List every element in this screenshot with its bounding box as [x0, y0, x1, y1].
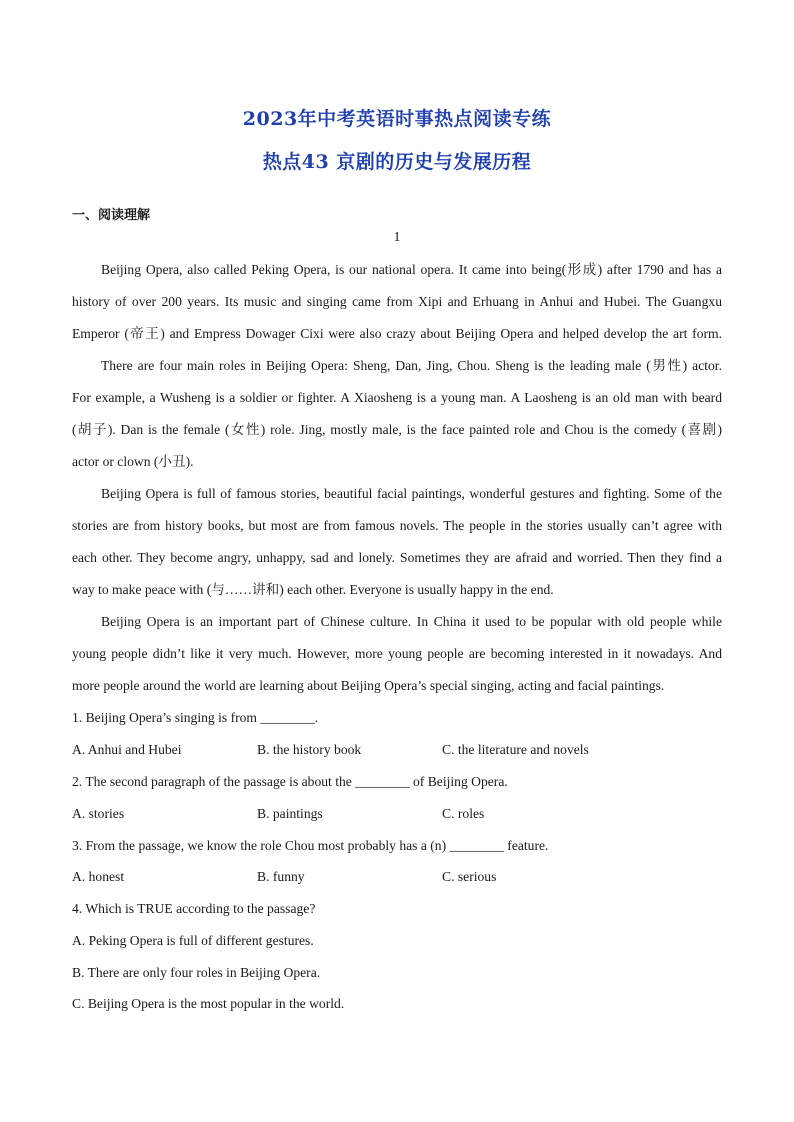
option-b: B. funny: [257, 869, 305, 884]
option-a: A. Anhui and Hubei: [72, 742, 182, 757]
option-b: B. There are only four roles in Beijing Opera.: [72, 965, 321, 980]
passage-line: stories are from history books, but most are from famous novels. The people in the stories usually can’t agree with: [72, 518, 722, 533]
passage-line: For example, a Wusheng is a soldier or fighter. A Xiaosheng is a young man. A Laosheng is an old man with beard: [72, 390, 722, 405]
question-stem: 3. From the passage, we know the role Chou most probably has a (n) ________ feature.: [72, 838, 549, 853]
passage-line: each other. They become angry, unhappy, sad and lonely. Sometimes they are afraid and worried. Then they find a: [72, 550, 722, 565]
passage-line: Emperor (帝王) and Empress Dowager Cixi were also crazy about Beijing Opera and helped develop the art form.: [72, 326, 722, 341]
passage-line: history of over 200 years. Its music and singing came from Xipi and Erhuang in Anhui and Hubei. The Guangxu: [72, 294, 722, 309]
passage-line: way to make peace with (与……讲和) each other. Everyone is usually happy in the end.: [72, 582, 554, 597]
option-a: A. Peking Opera is full of different gestures.: [72, 933, 314, 948]
option-a: A. honest: [72, 869, 125, 884]
option-a: A. stories: [72, 806, 125, 821]
question-stem: 1. Beijing Opera’s singing is from ________.: [72, 710, 319, 725]
passage-line: (胡子). Dan is the female (女性) role. Jing, mostly male, is the face painted role and Chou is the comedy (喜剧): [72, 422, 722, 437]
passage-number: 1: [393, 230, 401, 245]
option-c: C. Beijing Opera is the most popular in the world.: [72, 996, 345, 1011]
passage-line: young people didn’t like it very much. However, more young people are becoming interested in it nowadays. And: [72, 646, 722, 661]
option-c: C. serious: [442, 869, 497, 884]
passage-line: Beijing Opera, also called Peking Opera, is our national opera. It came into being(形成) after 1790 and has a: [101, 262, 722, 277]
page-title: 2023年中考英语时事热点阅读专练: [242, 108, 552, 130]
question-stem: 2. The second paragraph of the passage is about the ________ of Beijing Opera.: [72, 774, 508, 789]
option-c: C. the literature and novels: [442, 742, 589, 757]
section-heading: 一、阅读理解: [72, 208, 151, 223]
passage-line: Beijing Opera is full of famous stories, beautiful facial paintings, wonderful gestures and fighting. Some of the: [101, 486, 722, 501]
option-b: B. paintings: [257, 806, 323, 821]
passage-line: There are four main roles in Beijing Opera: Sheng, Dan, Jing, Chou. Sheng is the leading male (男性) actor.: [101, 358, 722, 373]
option-b: B. the history book: [257, 742, 362, 757]
passage-line: actor or clown (小丑).: [72, 454, 194, 469]
passage-line: Beijing Opera is an important part of Chinese culture. In China it used to be popular with old people while: [101, 614, 722, 629]
question-stem: 4. Which is TRUE according to the passage?: [72, 901, 316, 916]
option-c: C. roles: [442, 806, 485, 821]
passage-line: more people around the world are learning about Beijing Opera’s special singing, acting and facial paintings.: [72, 678, 665, 693]
page-subtitle: 热点43 京剧的历史与发展历程: [262, 151, 532, 173]
